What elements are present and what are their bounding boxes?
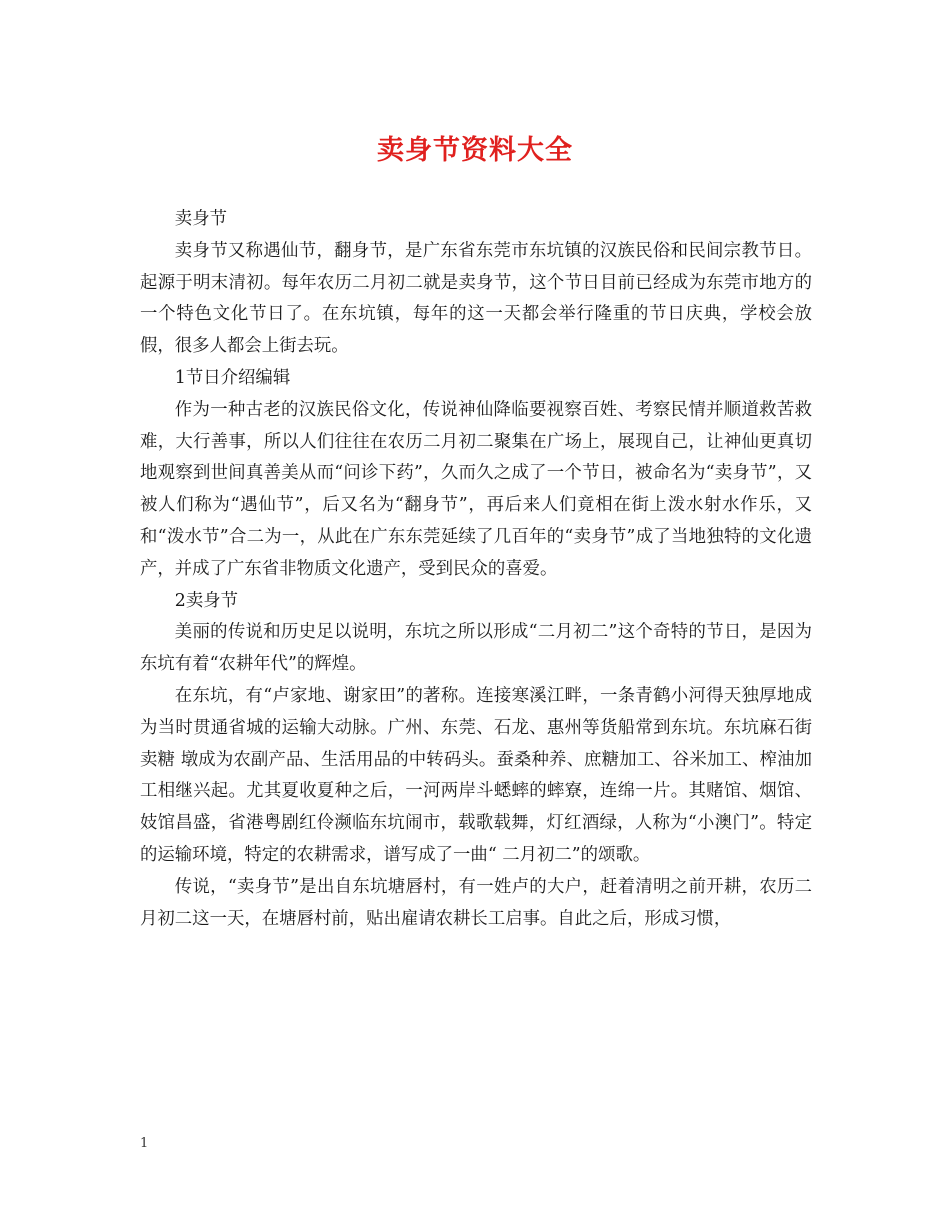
paragraph-heading-maishenjie: 卖身节: [174, 209, 227, 229]
paragraph-festival-intro: 作为一种古老的汉族民俗文化，传说神仙降临要视察百姓、考察民情并顺道救苦救难，大行善事，所以人们往往在农历二月初二聚集在广场上，展现自己，让神仙更真切地观察到世间真善美从而“问诊下药”，久而久之成了一个节日，被命名为“卖身节”，又被人们称为“遇仙节”，后又名为“翻身节”，再后来人们竟相在街上泼水射水作乐，又和“泼水节”合二为一，从此在广东东莞延续了几百年的“卖身节”成了当地独特的文化遗产，并成了广东省非物质文化遗产，受到民众的喜爱。: [140, 399, 812, 579]
document-title: 卖身节资料大全: [377, 135, 573, 166]
paragraph-intro: 卖身节又称遇仙节，翻身节，是广东省东莞市东坑镇的汉族民俗和民间宗教节日。起源于明末清初。每年农历二月初二就是卖身节，这个节日目前已经成为东莞市地方的一个特色文化节日了。在东坑镇，每年的这一天都会举行隆重的节日庆典，学校会放假，很多人都会上街去玩。: [140, 240, 812, 357]
paragraph-history: 美丽的传说和历史足以说明，东坑之所以形成“二月初二”这个奇特的节日，是因为东坑有着“农耕年代”的辉煌。: [140, 622, 812, 675]
paragraph-legend: 传说，“卖身节”是出自东坑塘唇村，有一姓卢的大户，赶着清明之前开耕，农历二月初二这一天，在塘唇村前，贴出雇请农耕长工启事。自此之后，形成习惯，: [140, 876, 812, 929]
paragraph-dongkeng: 在东坑，有“卢家地、谢家田”的著称。连接寒溪江畔，一条青鹤小河得天独厚地成为当时贯通省城的运输大动脉。广州、东莞、石龙、惠州等货船常到东坑。东坑麻石街卖糖 墩成为农副产品、生活用品的中转码头。蚕桑种养、庶糖加工、谷米加工、榨油加工相继兴起。尤其夏收夏种之后，一河两岸斗蟋蟀的蟀寮，连绵一片。其赌馆、烟馆、妓馆昌盛，省港粤剧红伶濒临东坑闹市，载歌载舞，灯红酒绿，人称为“小澳门”。特定的运输环境，特定的农耕需求，谱写成了一曲“ 二月初二”的颂歌。: [140, 685, 812, 865]
section-heading-festival-intro: 1节日介绍编辑: [174, 367, 291, 388]
document-body: [140, 204, 812, 935]
section-heading-maishenjie: 2卖身节: [174, 590, 239, 611]
page-number: 1: [140, 1136, 149, 1151]
